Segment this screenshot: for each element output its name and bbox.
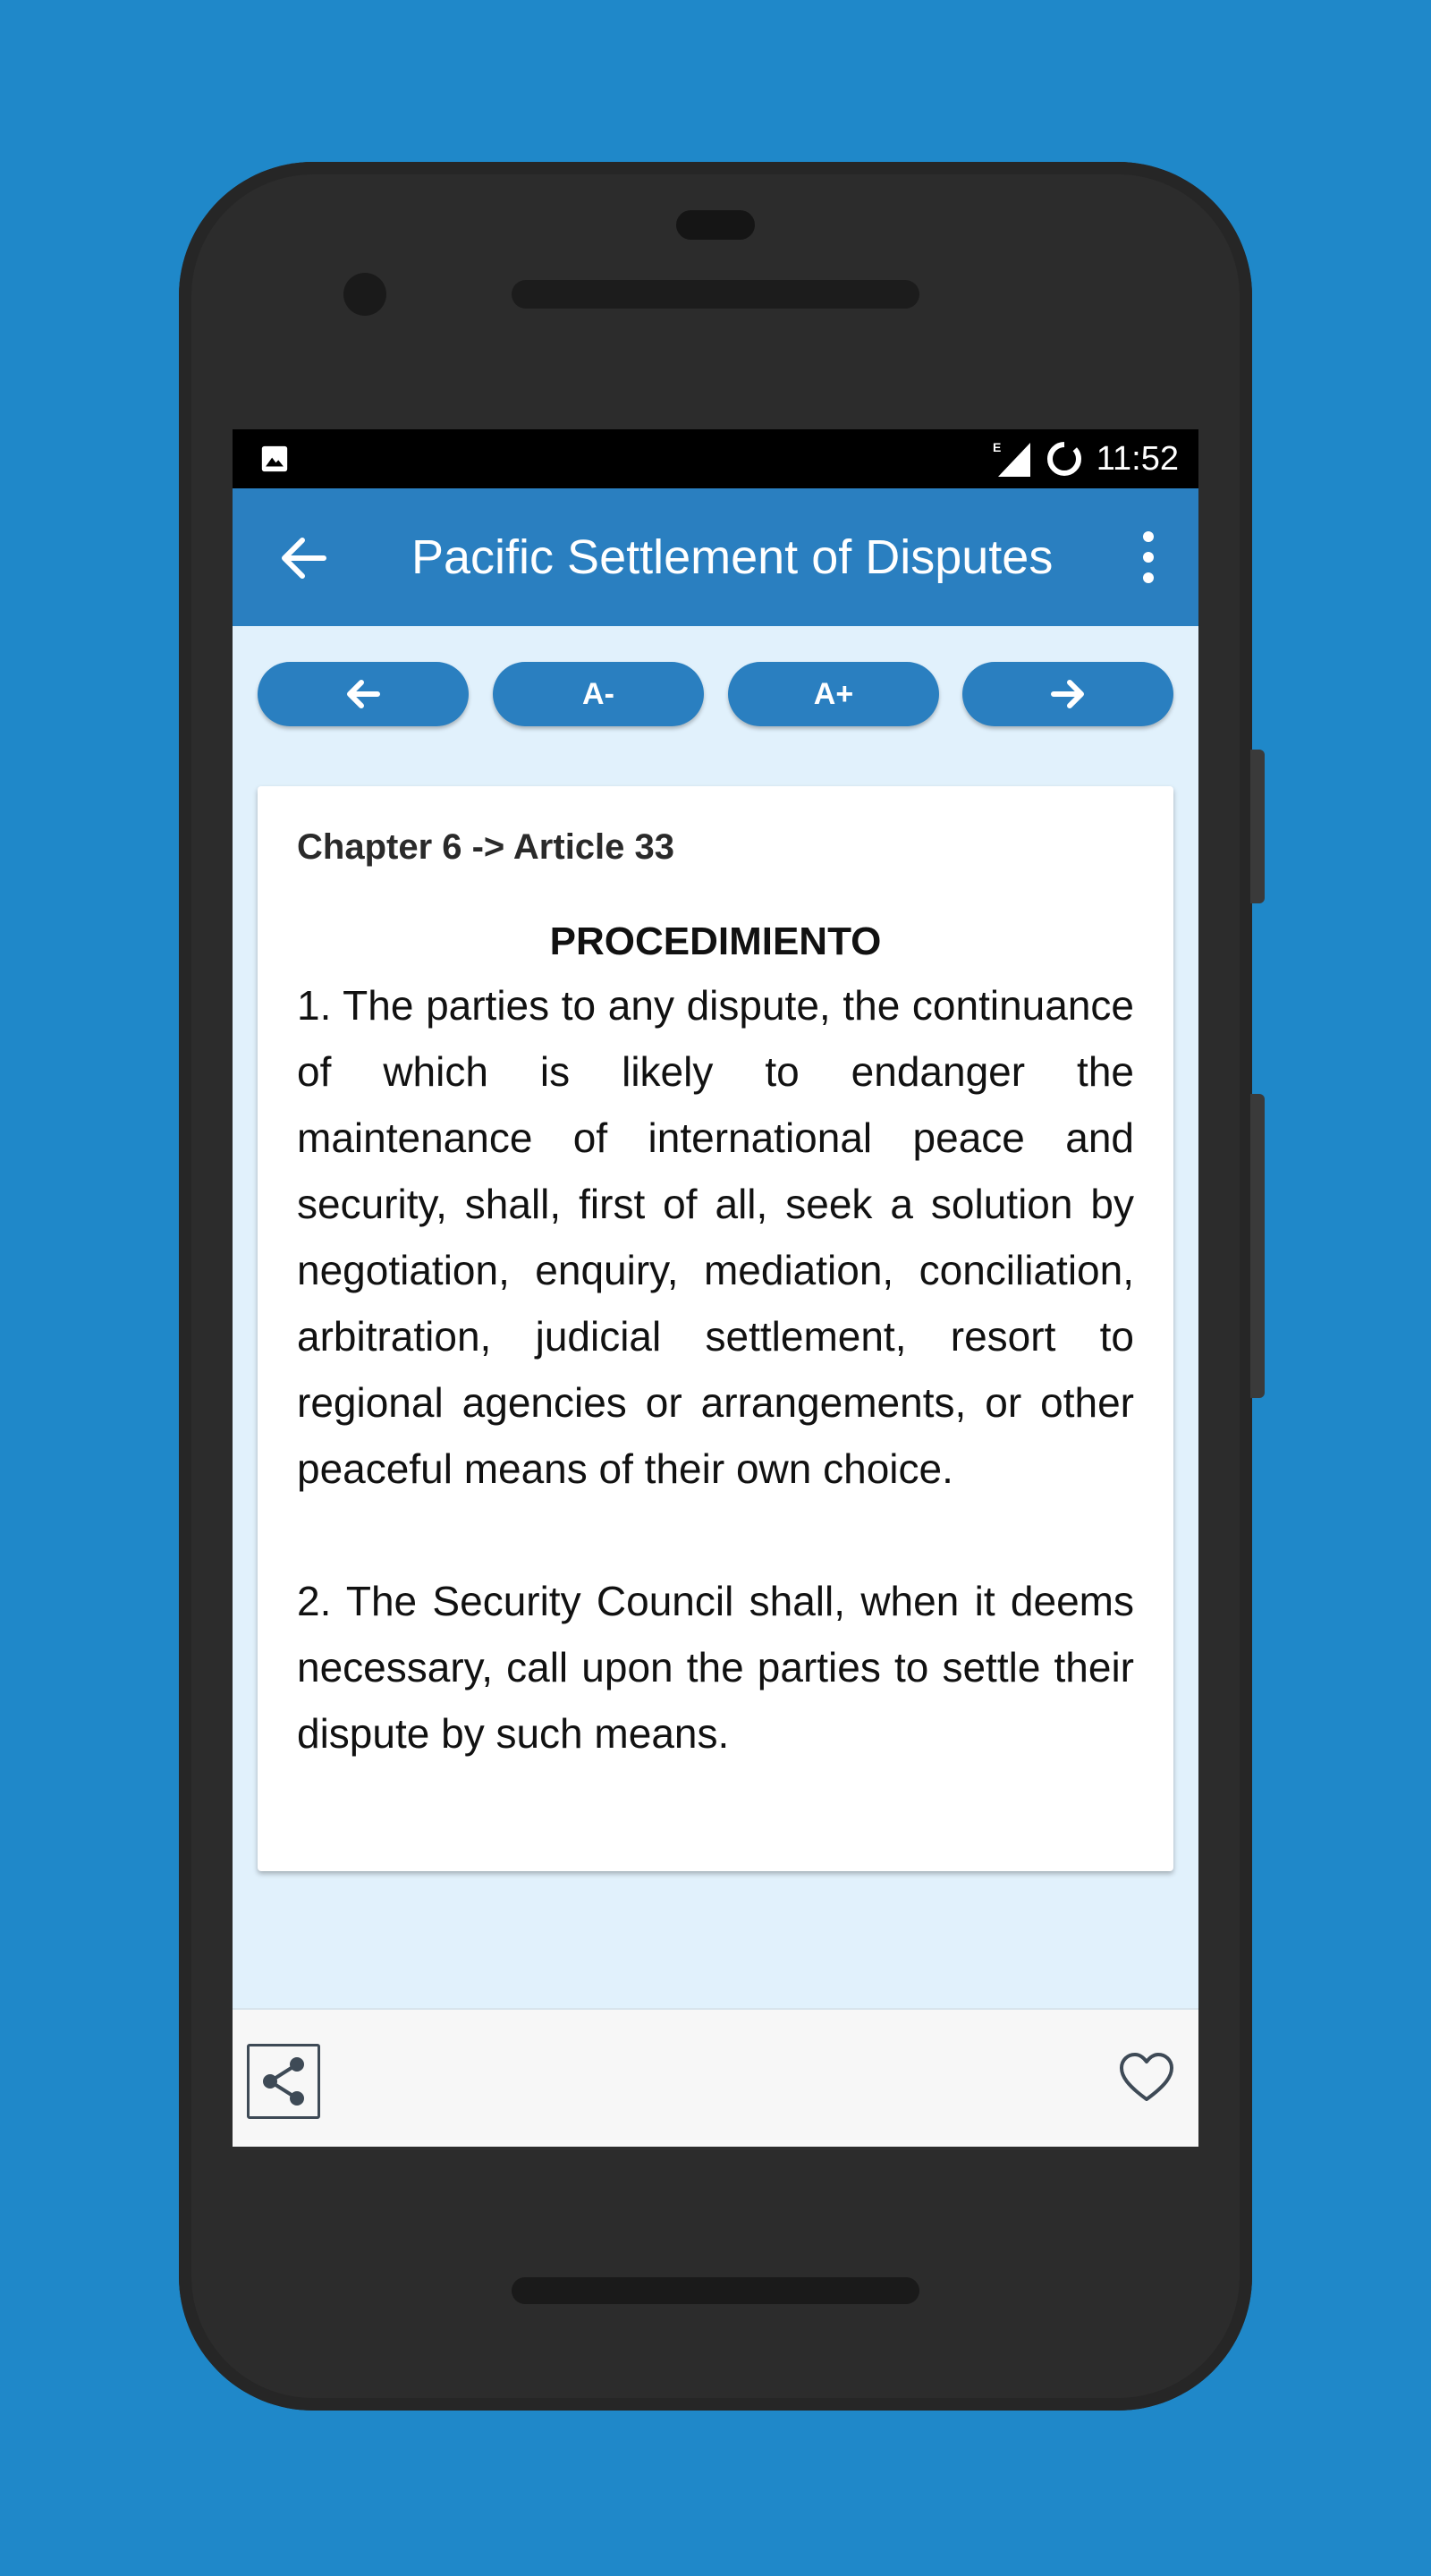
font-decrease-button[interactable]: A-: [493, 662, 704, 726]
share-icon: [258, 2054, 309, 2109]
next-article-button[interactable]: [962, 662, 1173, 726]
app-title: Pacific Settlement of Disputes: [411, 530, 1054, 584]
signal-icon: [991, 439, 1032, 479]
article-paragraph: 1. The parties to any dispute, the continuance of which is likely to endanger the maintenance of international peace and security, shall, first of all, seek a solution by negotiation, enquiry, mediation, conciliation, arbitration, judicial settlement, resort to regional agencies or arrangements, or other peaceful means of their own choice.: [297, 982, 1134, 1492]
heart-icon[interactable]: [1118, 2051, 1175, 2105]
status-bar: [233, 429, 1198, 488]
screen: [233, 429, 1198, 2147]
front-camera: [343, 273, 386, 316]
previous-article-button[interactable]: [258, 662, 469, 726]
network-type-label: E: [992, 440, 1002, 454]
image-icon: [259, 444, 290, 474]
phone-frame: [179, 162, 1252, 2411]
phone-sensor: [676, 210, 755, 240]
article-body: [297, 972, 1134, 1767]
article-paragraph: 2. The Security Council shall, when it deems necessary, call upon the parties to settle their dispute by such means.: [297, 1578, 1134, 1757]
font-increase-button[interactable]: A+: [728, 662, 939, 726]
arrow-left-icon: [345, 679, 381, 709]
bottom-bar: [233, 2008, 1198, 2147]
chapter-article-label: Chapter 6 -> Article 33: [297, 827, 675, 867]
earpiece-speaker: [512, 280, 919, 309]
power-button: [1250, 750, 1265, 903]
app-bar: [233, 488, 1198, 626]
more-vert-icon[interactable]: [1138, 530, 1159, 585]
bottom-speaker: [512, 2277, 919, 2304]
share-button[interactable]: [247, 2044, 320, 2119]
status-right: [991, 429, 1179, 488]
article-heading: PROCEDIMIENTO: [549, 919, 882, 963]
article-card: [258, 786, 1173, 1871]
volume-button: [1250, 1094, 1265, 1398]
article-nav: [258, 662, 1173, 726]
sync-icon: [1045, 439, 1084, 479]
status-time: 11:52: [1096, 439, 1179, 478]
back-arrow-icon[interactable]: [277, 533, 331, 583]
arrow-right-icon: [1050, 679, 1086, 709]
